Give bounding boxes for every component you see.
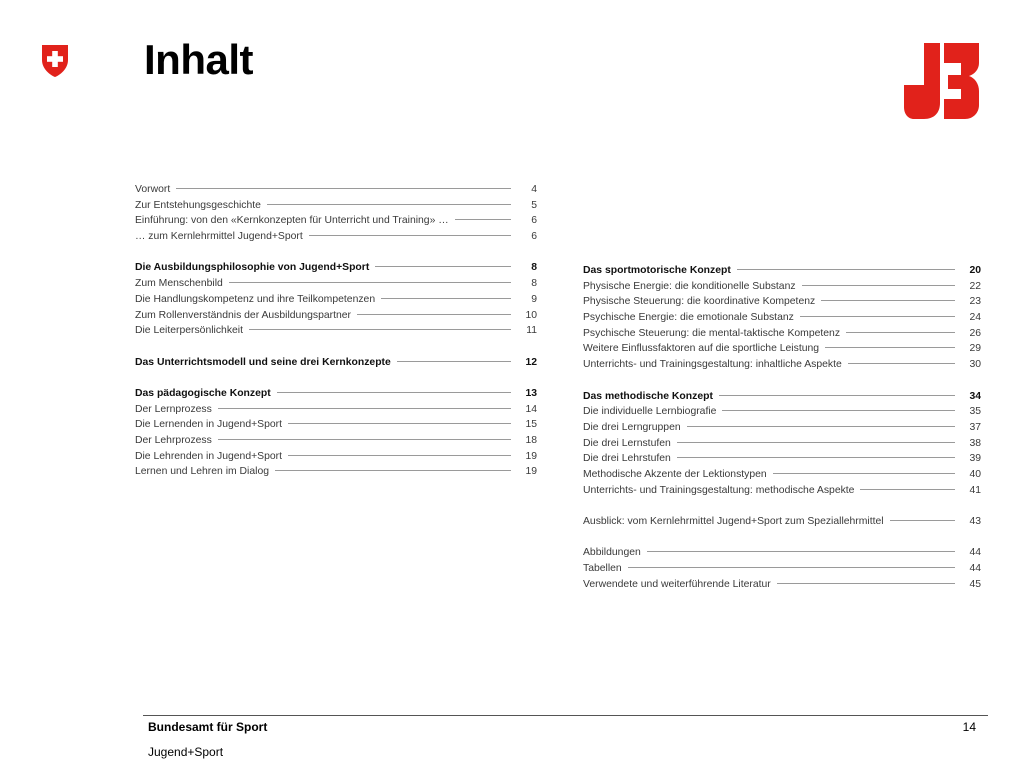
toc-entry[interactable] bbox=[583, 545, 981, 561]
toc-page-number: 8 bbox=[531, 262, 537, 274]
toc-page-number: 22 bbox=[969, 280, 981, 292]
toc-page-number: 19 bbox=[525, 450, 537, 462]
swiss-cross-shield-icon bbox=[40, 44, 70, 78]
toc-entry-title: Ausblick: vom Kernlehrmittel Jugend+Sport zum Speziallehrmittel bbox=[583, 516, 884, 527]
toc-leader-line bbox=[288, 423, 511, 424]
toc-entry-title: Unterrichts- und Trainingsgestaltung: methodische Aspekte bbox=[583, 484, 855, 496]
toc-entry[interactable] bbox=[583, 420, 981, 436]
toc-page-number: 44 bbox=[969, 563, 981, 575]
toc-page-number: 35 bbox=[969, 406, 981, 418]
toc-leader-line bbox=[375, 266, 511, 267]
toc-entry[interactable] bbox=[583, 436, 981, 452]
toc-leader-line bbox=[802, 285, 955, 286]
toc-entry-title: Die Handlungskompetenz und ihre Teilkompetenzen bbox=[135, 293, 376, 305]
toc-entry-title: Unterrichts- und Trainingsgestaltung: inhaltliche Aspekte bbox=[583, 359, 842, 371]
toc-entry[interactable] bbox=[135, 308, 537, 324]
toc-page-number: 13 bbox=[525, 387, 537, 399]
toc-entry-title: Weitere Einflussfaktoren auf die sportliche Leistung bbox=[583, 343, 820, 355]
toc-page-number: 40 bbox=[969, 468, 981, 480]
toc-section-heading[interactable] bbox=[135, 355, 537, 371]
toc-entry-title: Die Leiterpersönlichkeit bbox=[135, 325, 244, 337]
toc-leader-line bbox=[218, 408, 511, 409]
toc-page-number: 41 bbox=[969, 484, 981, 496]
toc-spacer bbox=[135, 370, 537, 386]
toc-entry[interactable] bbox=[135, 276, 537, 292]
toc-entry[interactable] bbox=[583, 577, 981, 593]
toc-section-heading[interactable] bbox=[135, 386, 537, 402]
toc-entry[interactable] bbox=[583, 326, 981, 342]
toc-leader-line bbox=[846, 332, 955, 333]
toc-entry-title: Die drei Lerngruppen bbox=[583, 421, 681, 433]
toc-leader-line bbox=[647, 551, 955, 552]
toc-leader-line bbox=[357, 314, 511, 315]
toc-leader-line bbox=[455, 219, 511, 220]
toc-spacer bbox=[583, 530, 981, 546]
toc-entry-title: Der Lehrprozess bbox=[135, 435, 212, 446]
toc-page-number: 26 bbox=[969, 327, 981, 339]
toc-leader-line bbox=[677, 442, 955, 443]
toc-left-column bbox=[135, 182, 537, 480]
toc-page-number: 9 bbox=[531, 293, 537, 305]
toc-entry[interactable] bbox=[583, 279, 981, 295]
toc-page-number: 11 bbox=[526, 325, 537, 337]
footer-divider bbox=[143, 715, 988, 716]
toc-entry[interactable] bbox=[583, 467, 981, 483]
toc-right-column bbox=[583, 263, 981, 592]
toc-page-number: 30 bbox=[969, 359, 981, 371]
toc-spacer bbox=[583, 373, 981, 389]
toc-page-number: 6 bbox=[531, 231, 537, 243]
toc-entry[interactable] bbox=[583, 294, 981, 310]
toc-leader-line bbox=[218, 439, 511, 440]
toc-entry-title: Die drei Lehrstufen bbox=[583, 453, 671, 465]
toc-page-number: 34 bbox=[969, 390, 981, 402]
toc-leader-line bbox=[722, 410, 955, 411]
toc-page-number: 5 bbox=[531, 199, 537, 211]
toc-leader-line bbox=[821, 300, 955, 301]
toc-entry[interactable] bbox=[583, 483, 981, 499]
toc-entry[interactable] bbox=[135, 292, 537, 308]
toc-leader-line bbox=[229, 282, 511, 283]
toc-page-number: 44 bbox=[969, 547, 981, 559]
toc-page-number: 18 bbox=[525, 435, 537, 446]
toc-spacer bbox=[135, 245, 537, 261]
toc-page-number: 20 bbox=[969, 265, 981, 276]
toc-page-number: 43 bbox=[969, 516, 981, 527]
toc-page-number: 19 bbox=[525, 466, 537, 478]
toc-entry-title: Tabellen bbox=[583, 563, 622, 575]
toc-leader-line bbox=[309, 235, 511, 236]
toc-entry[interactable] bbox=[135, 229, 537, 245]
toc-leader-line bbox=[860, 489, 955, 490]
toc-entry-title: Verwendete und weiterführende Literatur bbox=[583, 578, 771, 590]
toc-entry-title: Die Ausbildungsphilosophie von Jugend+Sport bbox=[135, 262, 370, 274]
toc-page-number: 14 bbox=[525, 403, 537, 415]
toc-leader-line bbox=[773, 473, 955, 474]
toc-entry-title: Die drei Lernstufen bbox=[583, 437, 671, 449]
toc-leader-line bbox=[176, 188, 511, 189]
toc-section-heading[interactable] bbox=[135, 260, 537, 276]
jugend-sport-logo-icon bbox=[903, 41, 981, 121]
toc-spacer bbox=[135, 339, 537, 355]
toc-page-number: 6 bbox=[531, 215, 537, 227]
toc-entry[interactable] bbox=[583, 341, 981, 357]
toc-leader-line bbox=[777, 583, 955, 584]
toc-page-number: 45 bbox=[969, 578, 981, 590]
footer-organization: Bundesamt für Sport bbox=[148, 720, 268, 734]
toc-leader-line bbox=[848, 363, 955, 364]
toc-entry[interactable] bbox=[135, 198, 537, 214]
toc-entry[interactable] bbox=[135, 417, 537, 433]
toc-entry-title: Das pädagogische Konzept bbox=[135, 387, 271, 399]
toc-entry-title: Lernen und Lehren im Dialog bbox=[135, 466, 270, 478]
toc-leader-line bbox=[890, 520, 955, 521]
toc-leader-line bbox=[381, 298, 511, 299]
toc-leader-line bbox=[277, 392, 511, 393]
toc-entry-title: Physische Energie: die konditionelle Substanz bbox=[583, 280, 796, 292]
toc-page-number: 15 bbox=[525, 419, 537, 431]
toc-leader-line bbox=[267, 204, 511, 205]
toc-entry-title: Psychische Energie: die emotionale Substanz bbox=[583, 312, 794, 324]
toc-entry[interactable] bbox=[135, 449, 537, 465]
toc-leader-line bbox=[800, 316, 955, 317]
toc-entry-title: Die Lernenden in Jugend+Sport bbox=[135, 419, 283, 431]
toc-leader-line bbox=[249, 329, 511, 330]
toc-entry[interactable] bbox=[135, 402, 537, 418]
toc-entry-title: … zum Kernlehrmittel Jugend+Sport bbox=[135, 231, 303, 243]
toc-entry[interactable] bbox=[135, 464, 537, 480]
toc-leader-line bbox=[687, 426, 955, 427]
toc-page-number: 38 bbox=[969, 437, 981, 449]
page-title: Inhalt bbox=[144, 36, 253, 83]
toc-leader-line bbox=[737, 269, 955, 270]
toc-entry-title: Einführung: von den «Kernkonzepten für Unterricht und Training» … bbox=[135, 215, 449, 227]
toc-page-number: 24 bbox=[969, 312, 981, 324]
toc-entry[interactable] bbox=[135, 213, 537, 229]
toc-leader-line bbox=[275, 470, 511, 471]
toc-entry-title: Zum Rollenverständnis der Ausbildungspartner bbox=[135, 309, 352, 321]
toc-entry-title: Das Unterrichtsmodell und seine drei Kernkonzepte bbox=[135, 356, 391, 368]
toc-entry-title: Der Lernprozess bbox=[135, 403, 212, 415]
toc-entry-title: Das methodische Konzept bbox=[583, 390, 713, 402]
toc-entry[interactable] bbox=[583, 514, 981, 530]
toc-entry[interactable] bbox=[583, 451, 981, 467]
toc-entry-title: Vorwort bbox=[135, 184, 171, 195]
toc-entry-title: Das sportmotorische Konzept bbox=[583, 265, 731, 276]
toc-section-heading[interactable] bbox=[583, 263, 981, 279]
footer-subtitle: Jugend+Sport bbox=[148, 745, 224, 759]
toc-page-number: 12 bbox=[525, 356, 537, 368]
toc-entry-title: Zum Menschenbild bbox=[135, 278, 223, 290]
toc-spacer bbox=[583, 498, 981, 514]
toc-entry-title: Die individuelle Lernbiografie bbox=[583, 406, 717, 418]
page-number: 14 bbox=[962, 720, 976, 734]
toc-entry[interactable] bbox=[583, 357, 981, 373]
toc-page-number: 23 bbox=[969, 296, 981, 308]
toc-page-number: 4 bbox=[531, 184, 537, 195]
toc-leader-line bbox=[825, 347, 955, 348]
toc-entry[interactable] bbox=[583, 404, 981, 420]
toc-page-number: 10 bbox=[525, 309, 537, 321]
toc-leader-line bbox=[397, 361, 511, 362]
toc-entry[interactable] bbox=[135, 182, 537, 198]
toc-leader-line bbox=[677, 457, 955, 458]
toc-entry[interactable] bbox=[135, 323, 537, 339]
toc-leader-line bbox=[628, 567, 955, 568]
toc-entry-title: Methodische Akzente der Lektionstypen bbox=[583, 468, 767, 480]
toc-entry-title: Die Lehrenden in Jugend+Sport bbox=[135, 450, 283, 462]
toc-entry-title: Psychische Steuerung: die mental-taktische Kompetenz bbox=[583, 327, 841, 339]
toc-section-heading[interactable] bbox=[583, 389, 981, 405]
toc-entry-title: Abbildungen bbox=[583, 547, 641, 559]
toc-entry[interactable] bbox=[583, 310, 981, 326]
toc-leader-line bbox=[288, 455, 511, 456]
toc-page-number: 29 bbox=[969, 343, 981, 355]
toc-entry-title: Zur Entstehungsgeschichte bbox=[135, 199, 261, 211]
toc-leader-line bbox=[719, 395, 955, 396]
toc-page-number: 39 bbox=[969, 453, 981, 465]
toc-entry[interactable] bbox=[583, 561, 981, 577]
toc-page-number: 37 bbox=[969, 421, 981, 433]
toc-page-number: 8 bbox=[531, 278, 537, 290]
toc-entry[interactable] bbox=[135, 433, 537, 449]
toc-entry-title: Physische Steuerung: die koordinative Kompetenz bbox=[583, 296, 816, 308]
